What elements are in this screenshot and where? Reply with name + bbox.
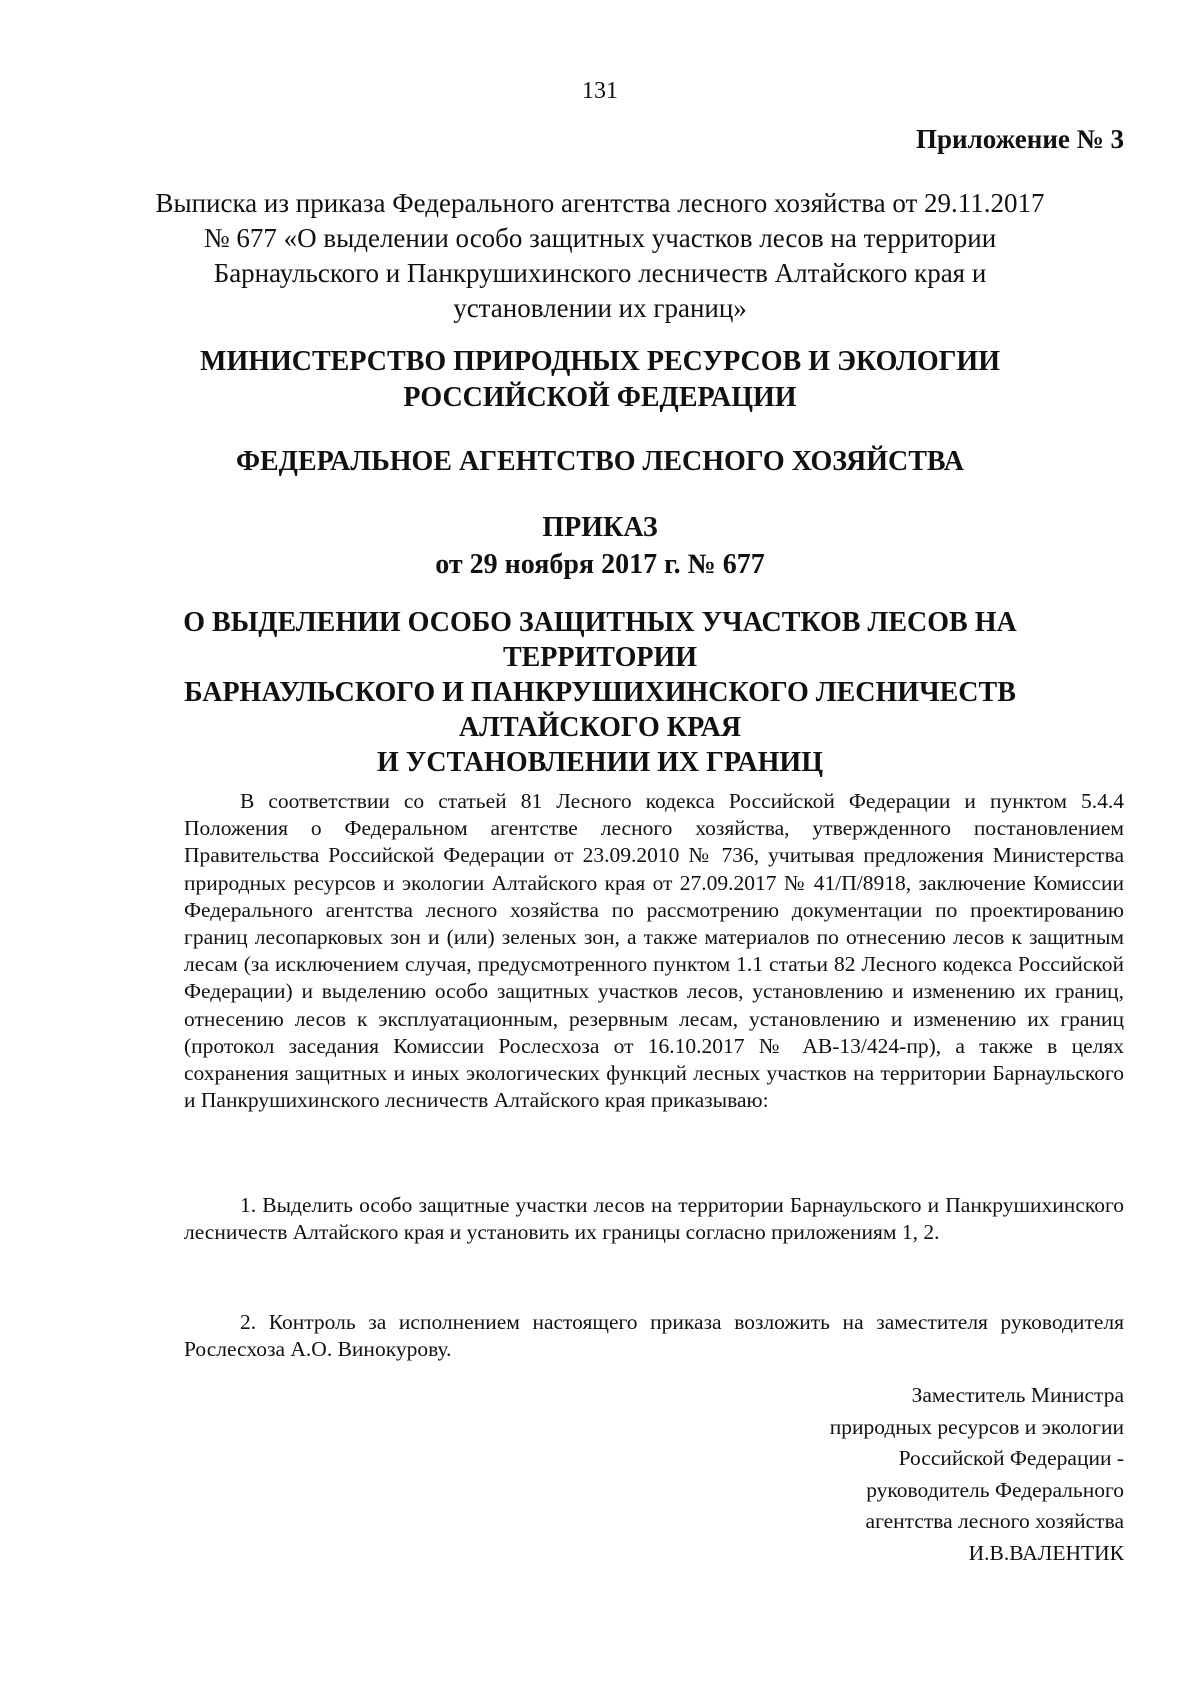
ministry-line: РОССИЙСКОЙ ФЕДЕРАЦИИ: [403, 382, 797, 413]
agency-heading: ФЕДЕРАЛЬНОЕ АГЕНТСТВО ЛЕСНОГО ХОЗЯЙСТВА: [235, 446, 965, 477]
appendix-label: Приложение № 3: [916, 124, 1124, 154]
extract-line: Барнаульского и Панкрушихинского лесничеств Алтайского края и: [213, 258, 987, 288]
title-line: БАРНАУЛЬСКОГО И ПАНКРУШИХИНСКОГО ЛЕСНИЧЕСТВ: [184, 677, 1016, 708]
page-number: 131: [582, 78, 618, 104]
order-date: от 29 ноября 2017 г. № 677: [435, 549, 765, 580]
extract-line: установлении их границ»: [453, 293, 747, 323]
order-heading: ПРИКАЗ: [542, 512, 658, 543]
signatory-name: И.В.ВАЛЕНТИК: [968, 1540, 1124, 1565]
signature-line: руководитель Федерального: [866, 1477, 1124, 1502]
ministry-heading: [150, 344, 1050, 416]
title-line: ТЕРРИТОРИИ: [502, 642, 698, 673]
signature-line: Заместитель Министра: [911, 1383, 1124, 1407]
signature-line: природных ресурсов и экологии: [829, 1414, 1124, 1439]
main-paragraph-text: В соответствии со статьей 81 Лесного кодекса Российской Федерации и пунктом 5.4.4 Положения о Федеральном агентстве лесного хозяйства, утвержденного постановлением Правительства Российской Федерации от 23.09.2010 № 736, учитывая предложения Министерства природных ресурсов и экологии Алтайского края от 27.09.2017 № 41/П/8918, заключение Комиссии Федерального агентства лесного хозяйства по рассмотрению документации по проектированию границ лесопарковых зон и (или) зеленых зон, а также материалов по отнесению лесов к защитным лесам (за исключением случая, предусмотренного пунктом 1.1 статьи 82 Лесного кодекса Российской Федерации) и выделению особо защитных участков лесов, установлению и изменению их границ, отнесению лесов к эксплуатационным, резервным лесам, установлению и изменению их границ (протокол заседания Комиссии Рослесхоза от 16.10.2017 № АВ-13/424-пр), а также в целях сохранения защитных и иных экологических функций лесных участков на территории Барнаульского и Панкрушихинского лесничеств Алтайского края приказываю:: [184, 789, 1124, 1113]
order-item-1: [184, 1192, 1124, 1246]
signature-block: [704, 1380, 1124, 1569]
extract-line: Выписка из приказа Федерального агентства лесного хозяйства от 29.11.2017: [155, 188, 1045, 218]
title-line: О ВЫДЕЛЕНИИ ОСОБО ЗАЩИТНЫХ УЧАСТКОВ ЛЕСОВ НА: [183, 607, 1017, 638]
extract-line: № 677 «О выделении особо защитных участков лесов на территории: [203, 223, 997, 253]
title-line: АЛТАЙСКОГО КРАЯ: [458, 712, 742, 743]
extract-header: [150, 186, 1050, 326]
signature-line: Российской Федерации -: [898, 1446, 1124, 1470]
ministry-line: МИНИСТЕРСТВО ПРИРОДНЫХ РЕСУРСОВ И ЭКОЛОГИИ: [200, 346, 1000, 377]
order-item-2: [184, 1309, 1124, 1363]
order-title: [150, 605, 1050, 780]
order-item-2-text: 2. Контроль за исполнением настоящего приказа возложить на заместителя руководителя Рослесхоза А.О. Винокурову.: [184, 1310, 1124, 1362]
order-item-1-text: 1. Выделить особо защитные участки лесов на территории Барнаульского и Панкрушихинского лесничеств Алтайского края и установить их границы согласно приложениям 1, 2.: [184, 1193, 1124, 1245]
main-paragraph: [184, 788, 1124, 1114]
signature-line: агентства лесного хозяйства: [865, 1509, 1124, 1533]
title-line: И УСТАНОВЛЕНИИ ИХ ГРАНИЦ: [377, 747, 823, 778]
